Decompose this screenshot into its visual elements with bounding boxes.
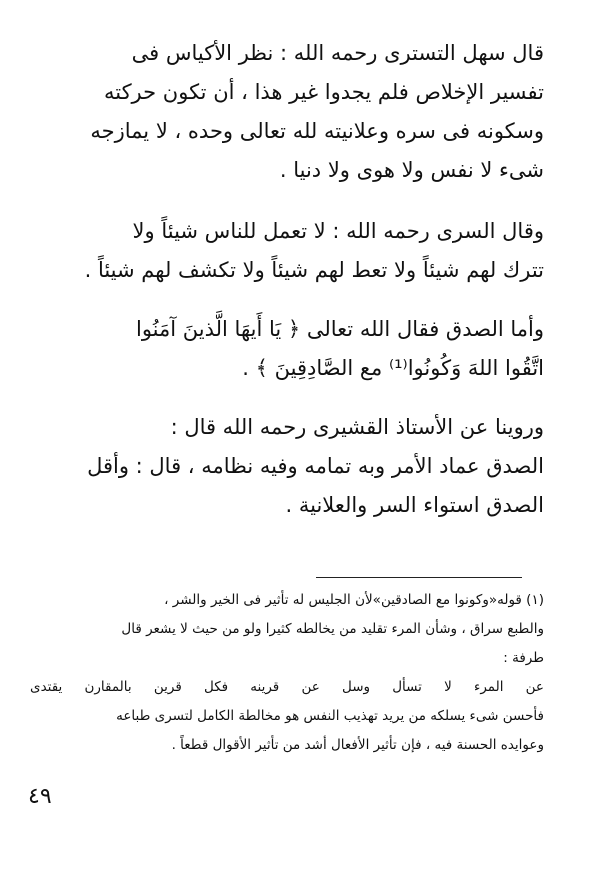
text-line: وأما الصدق فقال الله تعالى ﴿ يَا أَيهَا الَّذينَ آمَنُوا xyxy=(136,317,544,341)
footnote-line: فأحسن شىء يسلكه من يريد تهذيب النفس هو مخالطة الكامل لتسرى طباعه xyxy=(116,708,544,724)
text-line: وسكونه فى سره وعلانيته لله تعالى وحده ، لا يمازجه xyxy=(90,119,544,143)
footnote-poem-verse: عن المرء لا تسأل وسل عن قرينه فكل قرين بالمقارن يقتدى xyxy=(30,679,544,695)
footnote-line: طرفة : xyxy=(503,650,544,666)
footnote-divider xyxy=(316,577,522,578)
paragraph-sidq-verse xyxy=(30,310,544,388)
text-line: وروينا عن الأستاذ القشيرى رحمه الله قال : xyxy=(170,415,544,439)
text-line: قال سهل التسترى رحمه الله : نظر الأكياس فى xyxy=(131,41,544,65)
text-line: شىء لا نفس ولا هوى ولا دنيا . xyxy=(279,158,544,182)
text-line: وقال السرى رحمه الله : لا تعمل للناس شيئاً ولا xyxy=(132,219,544,243)
paragraph-sari xyxy=(30,212,544,290)
text-line: تفسير الإخلاص فلم يجدوا غير هذا ، أن تكون حركته xyxy=(103,80,544,104)
footnote xyxy=(30,586,544,760)
footnote-line: والطبع سراق ، وشأن المرء تقليد من يخالطه كثيرا ولو من حيث لا يشعر قال xyxy=(121,621,544,637)
footnote-line: (١) قوله«وكونوا مع الصادقين»لأن الجليس له تأثير فى الخير والشر ، xyxy=(164,592,544,608)
paragraph-sahl-tustari xyxy=(30,34,544,190)
text-line: اتَّقُوا اللهَ وَكُونُوا⁽¹⁾ مع الصَّادِقِينَ ﴾ . xyxy=(242,356,544,380)
text-line: الصدق استواء السر والعلانية . xyxy=(285,493,544,517)
text-line: الصدق عماد الأمر وبه تمامه وفيه نظامه ، قال : وأقل xyxy=(87,454,544,478)
paragraph-qushayri xyxy=(30,408,544,525)
page-number: ٤٩ xyxy=(28,784,52,809)
text-line: تترك لهم شيئاً ولا تعط لهم شيئاً ولا تكشف لهم شيئاً . xyxy=(84,258,544,282)
footnote-line: وعوايده الحسنة فيه ، فإن تأثير الأفعال أشد من تأثير الأقوال قطعاً . xyxy=(171,737,544,753)
